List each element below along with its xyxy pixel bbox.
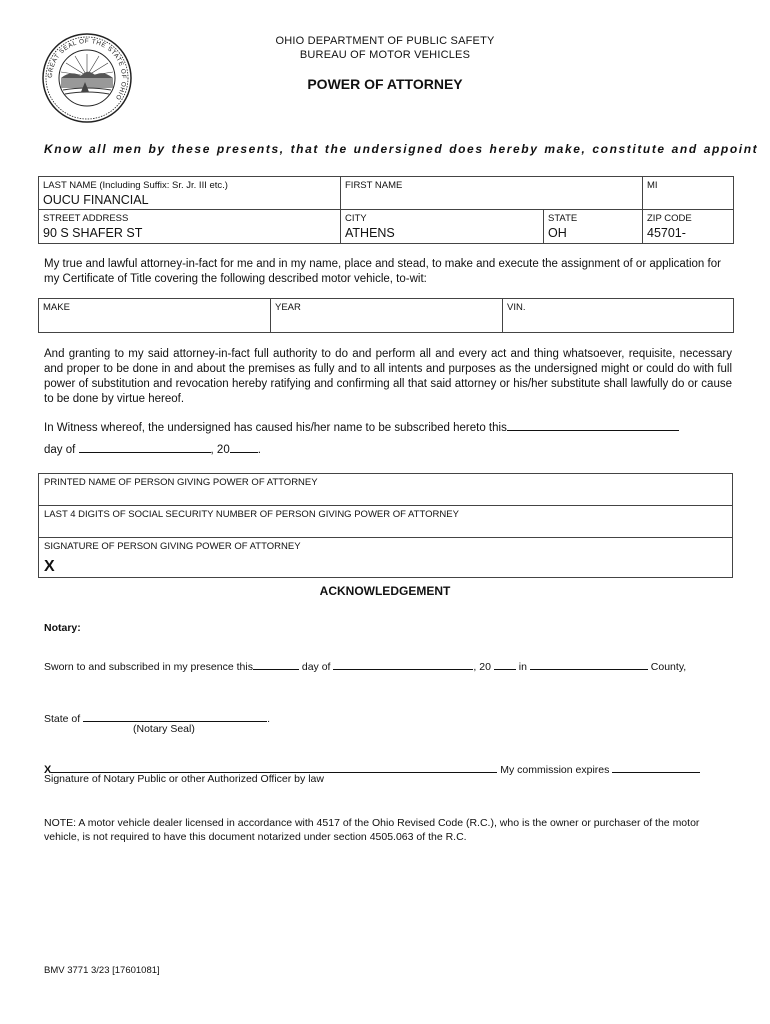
signer-signature-label: SIGNATURE OF PERSON GIVING POWER OF ATTORNEY <box>44 541 301 552</box>
year-field[interactable] <box>271 299 503 332</box>
svg-text:GREAT SEAL OF THE STATE OF OHI: GREAT SEAL OF THE STATE OF OHIO <box>46 37 128 102</box>
state-of-blank[interactable] <box>83 709 267 722</box>
witness-day-blank[interactable] <box>507 418 679 431</box>
state-value: OH <box>548 226 567 240</box>
city-field[interactable] <box>341 210 544 243</box>
last-name-value: OUCU FINANCIAL <box>43 193 149 207</box>
notary-x-mark: X <box>44 764 52 776</box>
make-field[interactable] <box>39 299 271 332</box>
intro-statement: Know all men by these presents, that the undersigned does hereby make, constitute and appoint <box>44 142 759 156</box>
ssn-last4-field[interactable] <box>38 505 733 538</box>
form-number: BMV 3771 3/23 [17601081] <box>44 965 160 976</box>
sworn-month-blank[interactable] <box>333 657 473 670</box>
street-label: STREET ADDRESS <box>43 213 129 224</box>
vin-label: VIN. <box>507 302 526 313</box>
form-title: POWER OF ATTORNEY <box>307 76 463 92</box>
state-period: . <box>267 713 271 725</box>
principal-info-grid <box>38 176 734 244</box>
signer-signature-field[interactable] <box>38 537 733 578</box>
granting-authority-paragraph: And granting to my said attorney-in-fact full authority to do and perform all and every act and thing whatsoever, requisite, necessary and proper to be done in and about the premises as fully and to all intents and purposes as the undersigned might or could do with full power of substitution and revocation hereby ratifying and confirming all that said attorney or his/her substitute shall lawfully do or cause to be done by virtue hereof. <box>44 348 732 405</box>
commission-blank[interactable] <box>612 760 700 773</box>
sworn-text: Sworn to and subscribed in my presence this <box>44 661 253 673</box>
zip-label: ZIP CODE <box>647 213 692 224</box>
notary-label: Notary: <box>44 622 81 634</box>
state-field[interactable] <box>544 210 643 243</box>
sworn-county: County, <box>650 661 687 673</box>
make-label: MAKE <box>43 302 70 313</box>
sworn-county-blank[interactable] <box>530 657 648 670</box>
city-label: CITY <box>345 213 367 224</box>
first-name-label: FIRST NAME <box>345 180 403 191</box>
street-value: 90 S SHAFER ST <box>43 226 143 240</box>
signature-x-mark: X <box>44 558 55 575</box>
state-label: STATE <box>548 213 578 224</box>
notary-signature-blank[interactable] <box>51 760 497 773</box>
sworn-day-of: day of <box>301 661 331 673</box>
ssn-last4-label: LAST 4 DIGITS OF SOCIAL SECURITY NUMBER OF PERSON GIVING POWER OF ATTORNEY <box>44 509 459 520</box>
department-heading: OHIO DEPARTMENT OF PUBLIC SAFETY <box>275 35 495 47</box>
sworn-in: in <box>518 661 527 673</box>
sworn-day-blank[interactable] <box>253 657 299 670</box>
witness-date-line <box>44 440 261 458</box>
comma-20-text: , 20 <box>210 444 230 456</box>
street-field[interactable] <box>39 210 341 243</box>
commission-text: My commission expires <box>500 764 610 776</box>
witness-line <box>44 418 734 436</box>
state-of-text: State of <box>44 713 81 725</box>
notary-signature-caption: Signature of Notary Public or other Authorized Officer by law <box>44 773 324 785</box>
notary-seal-label: (Notary Seal) <box>133 723 195 735</box>
year-label: YEAR <box>275 302 301 313</box>
witness-month-blank[interactable] <box>79 440 211 453</box>
bureau-heading: BUREAU OF MOTOR VEHICLES <box>299 49 471 61</box>
first-name-field[interactable] <box>341 177 643 210</box>
printed-name-label: PRINTED NAME OF PERSON GIVING POWER OF ATTORNEY <box>44 477 318 488</box>
attorney-in-fact-paragraph: My true and lawful attorney-in-fact for me and in my name, place and stead, to make and execute the assignment of or application for my Certificate of Title covering the following described motor vehicle, to-wit: <box>44 258 721 285</box>
sworn-20: , 20 <box>473 661 491 673</box>
sworn-year-blank[interactable] <box>494 657 516 670</box>
printed-name-field[interactable] <box>38 473 733 506</box>
last-name-label: LAST NAME (Including Suffix: Sr. Jr. III etc.) <box>43 180 228 191</box>
last-name-field[interactable] <box>39 177 341 210</box>
zip-field[interactable] <box>643 210 733 243</box>
mi-field[interactable] <box>643 177 733 210</box>
city-value: ATHENS <box>345 226 395 240</box>
day-of-text: day of <box>44 444 76 456</box>
acknowledgement-heading: ACKNOWLEDGEMENT <box>319 584 451 598</box>
witness-year-blank[interactable] <box>230 440 258 453</box>
witness-text: In Witness whereof, the undersigned has caused his/her name to be subscribed hereto this <box>44 422 507 434</box>
vin-field[interactable] <box>503 299 733 332</box>
sworn-line <box>44 657 734 673</box>
mi-label: MI <box>647 180 658 191</box>
period-text: . <box>257 444 261 456</box>
zip-value: 45701- <box>647 226 686 240</box>
dealer-note: NOTE: A motor vehicle dealer licensed in accordance with 4517 of the Ohio Revised Code (R.C.), who is the owner or purchaser of the motor vehicle, is not required to have this document notarized under section 4505.063 of the R.C. <box>44 817 700 843</box>
vehicle-info-grid <box>38 298 734 333</box>
